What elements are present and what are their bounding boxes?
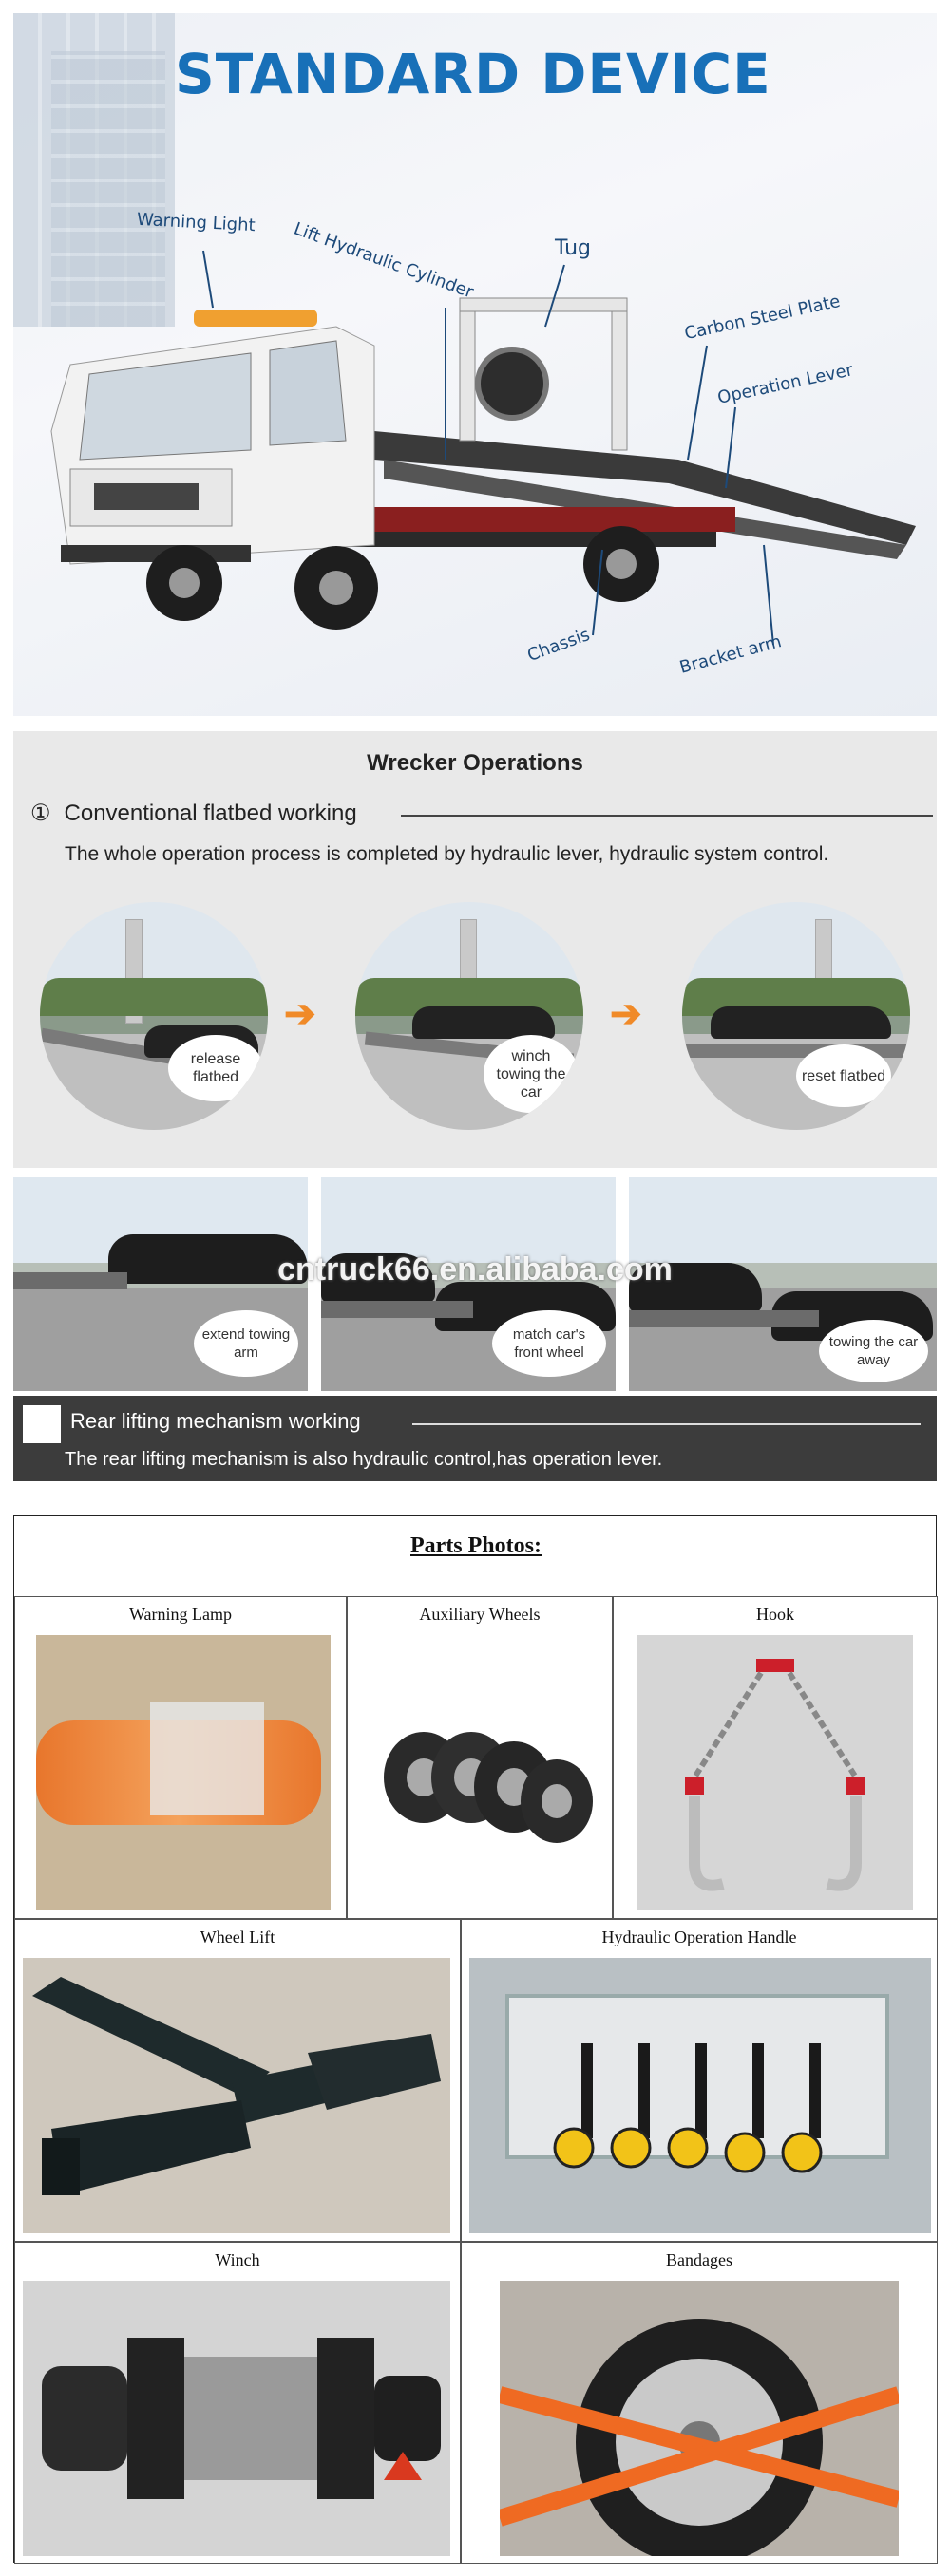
stage-label: reset flatbed — [796, 1044, 891, 1107]
part-label: Wheel Lift — [200, 1927, 276, 1946]
part-label: Hydraulic Operation Handle — [601, 1927, 797, 1946]
step1-number: ① — [30, 800, 51, 826]
step2-description: The rear lifting mechanism is also hydraulic control,has operation lever. — [65, 1449, 663, 1470]
step2-divider — [412, 1423, 921, 1425]
watermark-text: cntruck66.en.alibaba.com — [277, 1251, 673, 1288]
hook-photo — [637, 1635, 913, 1910]
rear-lifting-bar — [13, 1396, 937, 1481]
part-label: Bandages — [666, 2250, 732, 2269]
part-bandages — [461, 2242, 938, 2564]
photo-label: towing the car away — [819, 1320, 928, 1382]
part-label: Warning Lamp — [128, 1605, 233, 1624]
callout-tug: Tug — [555, 236, 592, 260]
stage-release-flatbed — [40, 902, 268, 1130]
standard-device-title: STANDARD DEVICE — [175, 42, 771, 106]
part-winch — [14, 2242, 461, 2564]
arrow-right-icon: ➔ — [610, 993, 642, 1035]
part-hydraulic-operation-handle — [461, 1919, 938, 2242]
photo-label: extend towing arm — [194, 1310, 298, 1377]
standard-device-section — [13, 13, 937, 716]
callout-lift-hydraulic-cylinder: Lift Hydraulic Cylinder — [291, 218, 477, 303]
parts-photos-title: Parts Photos: — [410, 1533, 542, 1558]
photo-label: match car's front wheel — [492, 1310, 606, 1377]
callout-carbon-steel-plate: Carbon Steel Plate — [682, 291, 843, 345]
callout-bracket-arm: Bracket arm — [677, 631, 784, 678]
stage-reset-flatbed — [682, 902, 910, 1130]
step1-description: The whole operation process is completed by hydraulic lever, hydraulic system control. — [65, 843, 829, 865]
hydraulic-handle-photo — [469, 1958, 931, 2233]
part-label: Winch — [215, 2250, 260, 2269]
parts-photos-section — [13, 1515, 937, 2563]
stage-label: release flatbed — [168, 1035, 263, 1101]
step2-heading: Rear lifting mechanism working — [70, 1409, 361, 1433]
wrecker-operations-title: Wrecker Operations — [367, 750, 583, 776]
wrecker-operations-section — [13, 731, 937, 1470]
callout-operation-lever: Operation Lever — [715, 360, 855, 408]
part-warning-lamp — [14, 1596, 347, 1919]
winch-photo — [23, 2281, 450, 2556]
arrow-right-icon: ➔ — [284, 993, 316, 1035]
bandages-photo — [500, 2281, 899, 2556]
step1-heading: Conventional flatbed working — [64, 799, 357, 826]
flatbed-truck-illustration — [13, 13, 937, 716]
callout-chassis: Chassis — [524, 624, 593, 667]
part-wheel-lift — [14, 1919, 461, 2242]
part-label: Hook — [756, 1605, 794, 1624]
part-auxiliary-wheels — [347, 1596, 613, 1919]
part-hook — [613, 1596, 938, 1919]
part-label: Auxiliary Wheels — [419, 1605, 541, 1624]
auxiliary-wheels-photo — [376, 1683, 595, 1853]
step1-heading-row — [30, 799, 357, 827]
step1-divider — [401, 815, 933, 817]
callout-warning-light: Warning Light — [136, 209, 256, 236]
stage-winch-towing — [355, 902, 583, 1130]
warning-lamp-photo — [36, 1635, 331, 1910]
stage-label: winch towing the car — [484, 1035, 579, 1113]
wheel-lift-photo — [23, 1958, 450, 2233]
step2-marker — [23, 1405, 61, 1443]
